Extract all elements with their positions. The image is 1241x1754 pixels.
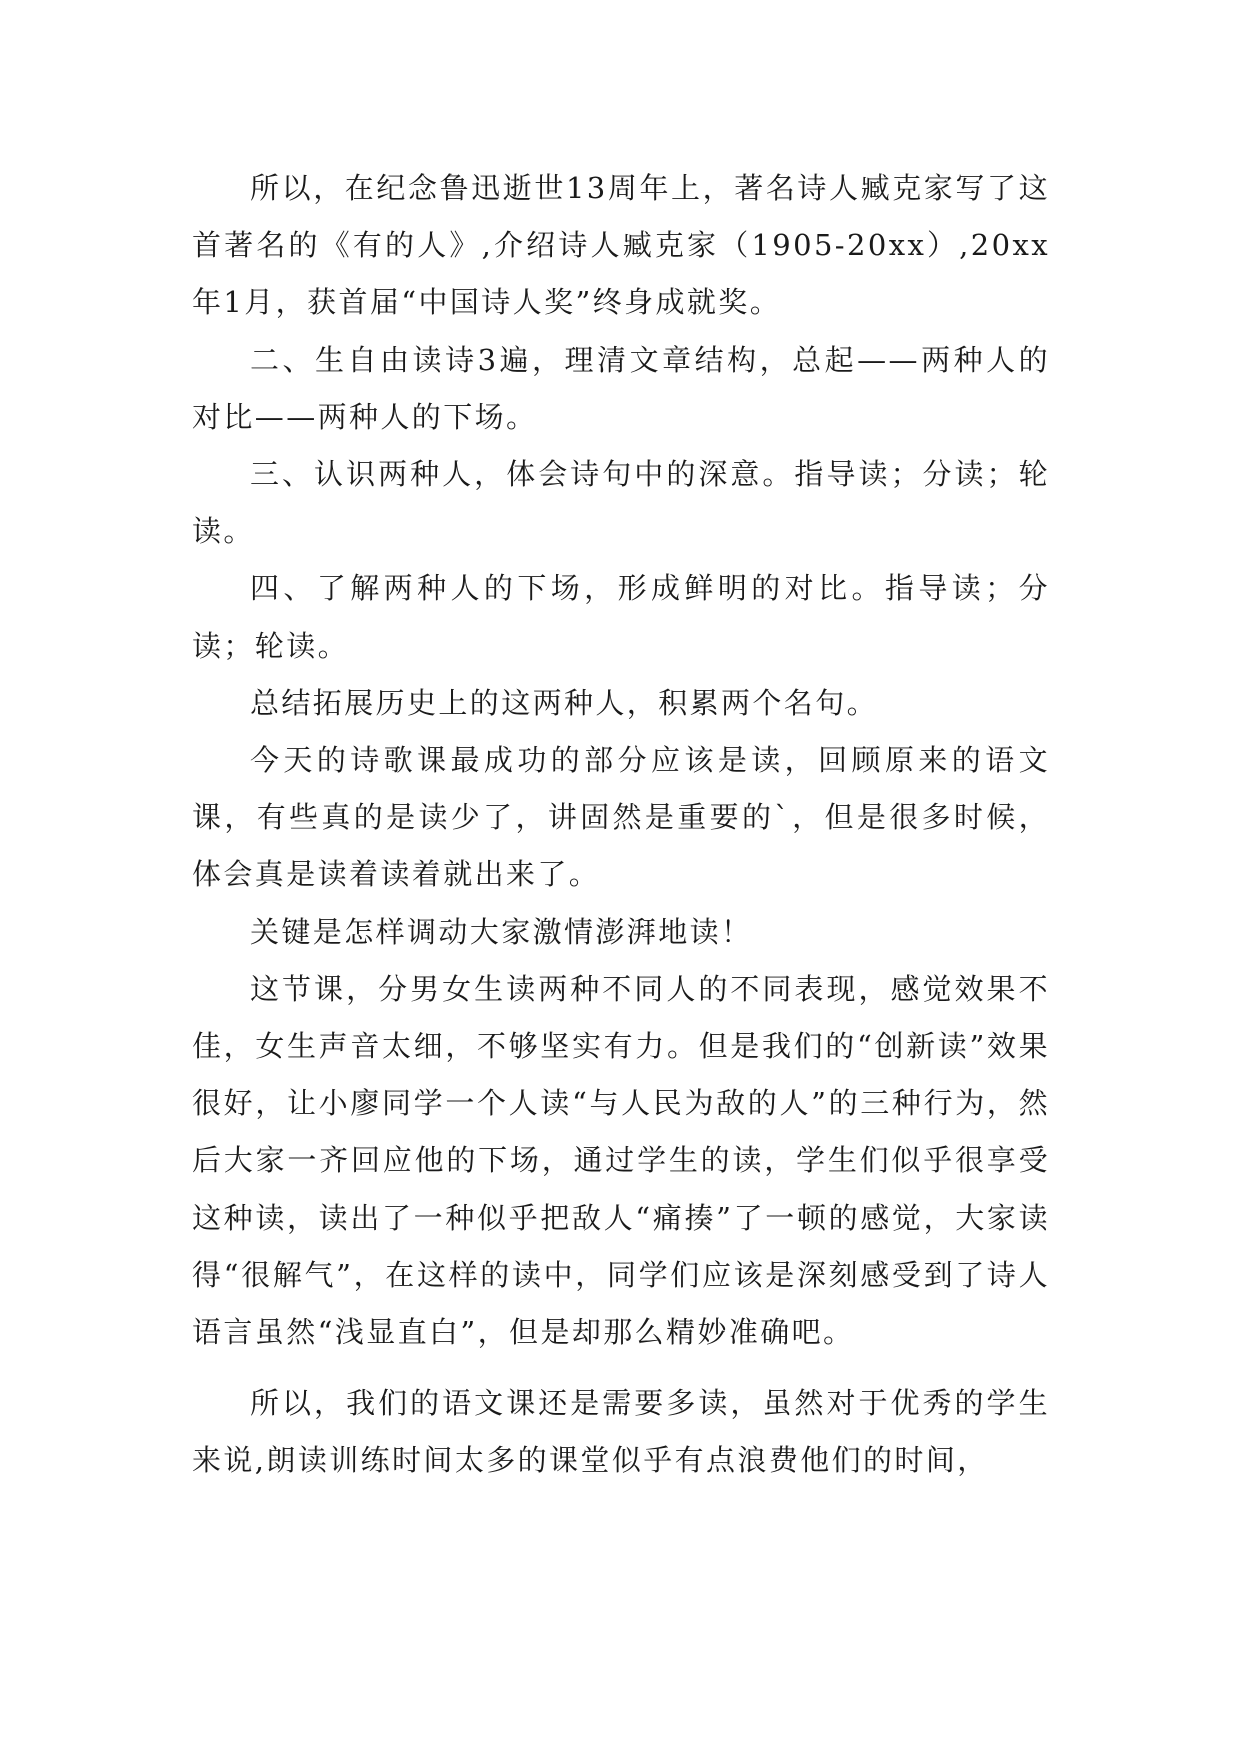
paragraph-step-two: 二、生自由读诗3遍，理清文章结构，总起——两种人的对比——两种人的下场。 [192, 342, 1050, 434]
paragraph-step-four: 四、了解两种人的下场，形成鲜明的对比。指导读；分读；轮读。 [192, 571, 1050, 663]
paragraph-step-three: 三、认识两种人，体会诗句中的深意。指导读；分读；轮读。 [192, 457, 1050, 549]
paragraph-reflection-reading: 今天的诗歌课最成功的部分应该是读，回顾原来的语文课，有些真的是读少了，讲固然是重要的`，但是很多时候，体会真是读着读着就出来了。 [192, 743, 1050, 892]
paragraph-intro-poet: 所以，在纪念鲁迅逝世13周年上，著名诗人臧克家写了这首著名的《有的人》,介绍诗人臧克家（1905-20xx）,20xx年1月，获首届“中国诗人奖”终身成就奖。 [192, 171, 1050, 320]
paragraph-conclusion: 所以，我们的语文课还是需要多读，虽然对于优秀的学生来说,朗读训练时间太多的课堂似乎有点浪费他们的时间， [192, 1386, 1050, 1478]
body-text [192, 160, 1050, 1490]
paragraph-key-point: 关键是怎样调动大家激情澎湃地读！ [250, 914, 753, 949]
paragraph-summary: 总结拓展历史上的这两种人，积累两个名句。 [250, 685, 879, 720]
paragraph-lesson-review: 这节课，分男女生读两种不同人的不同表现，感觉效果不佳，女生声音太细，不够坚实有力。但是我们的“创新读”效果很好，让小廖同学一个人读“与人民为敌的人”的三种行为，然后大家一齐回应他的下场，通过学生的读，学生们似乎很享受这种读，读出了一种似乎把敌人“痛揍”了一顿的感觉，大家读得“很解气”，在这样的读中，同学们应该是深刻感受到了诗人语言虽然“浅显直白”，但是却那么精妙准确吧。 [192, 971, 1050, 1350]
